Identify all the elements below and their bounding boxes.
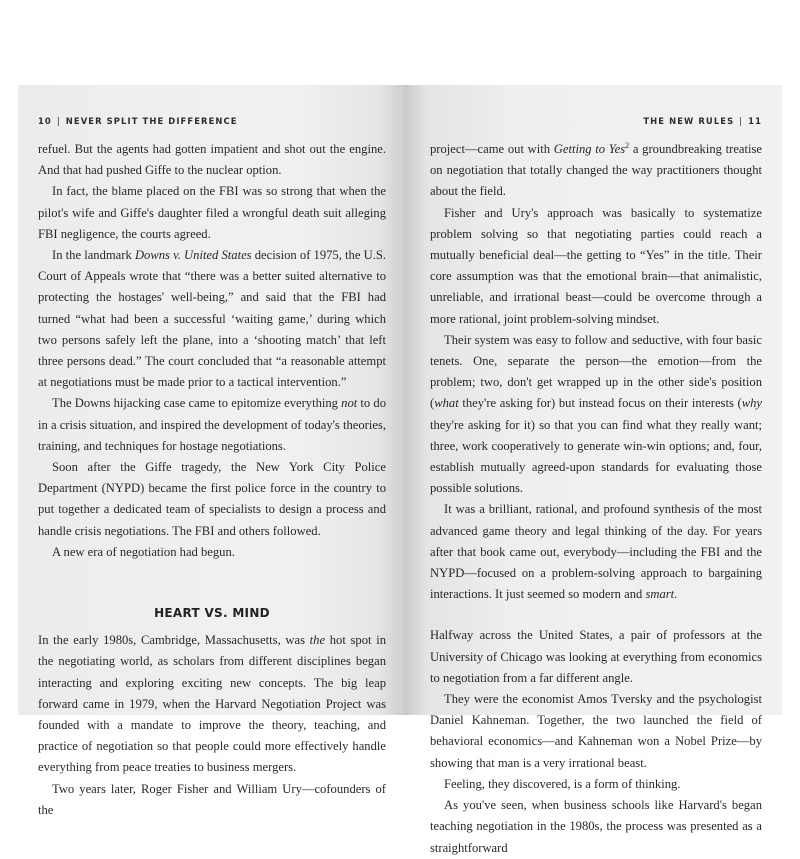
right-paragraph-3	[430, 330, 762, 500]
left-paragraph-4-post: to do in a crisis situation, and inspired the development of today's theories, training, and techniques for hostage negotiations.	[38, 396, 387, 453]
section-paragraph-2: Two years later, Roger Fisher and William Ury—cofounders of the	[38, 781, 386, 817]
left-page-number: 10	[38, 116, 52, 126]
right-paragraph-8: As you've seen, when business schools like Harvard's began teaching negotiation in the 1980s, the process was presented as a straightforward	[430, 798, 762, 855]
left-paragraph-4	[38, 393, 386, 457]
right-paragraph-3-a: Their system was easy to follow and seductive, with four basic tenets. One, separate the person—the emotion—from the problem; two, don't get wrapped up in the other side's position (	[430, 332, 762, 411]
the-italic: the	[309, 633, 326, 648]
not-italic: not	[341, 396, 358, 411]
footnote-marker: 2	[625, 140, 630, 150]
right-paragraph-4-post: .	[674, 587, 678, 602]
left-paragraph-4-pre: The Downs hijacking case came to epitomize everything	[52, 396, 342, 411]
left-paragraph-3	[38, 245, 386, 393]
open-book	[18, 85, 782, 855]
left-paragraph-3-post: decision of 1975, the U.S. Court of Appeals wrote that “there was a better suited alternative to protecting the hostages' well-being,” and said that the FBI had turned “what had been a successful ‘waiting game,’ during which two persons safely left the plane, into a ‘shooting match’ that left three persons dead.” The court concluded that “a reasonable attempt at negotiations must be made prior to a tactical intervention.”	[38, 248, 386, 390]
chapter-title-header: THE NEW RULES	[643, 116, 735, 126]
right-paragraph-1	[430, 139, 762, 203]
right-paragraph-6: They were the economist Amos Tversky and the psychologist Daniel Kahneman. Together, the two launched the field of behavioral economics—and Kahneman won a Nobel Prize—by showing that man is a very irrational beast.	[430, 692, 762, 770]
right-paragraph-5: Halfway across the United States, a pair of professors at the University of Chicago was looking at everything from economics to negotiation from a far different angle.	[430, 628, 762, 685]
section-paragraph-1-post: hot spot in the negotiating world, as scholars from different disciplines began interacting and exploring exciting new concepts. The big leap forward came in 1979, when the Harvard Negotiation Project was founded with a mandate to improve the theory, teaching, and practice of negotiation so that people could more effectively handle everything from peace treaties to business mergers.	[38, 633, 386, 775]
section-paragraph-1-pre: In the early 1980s, Cambridge, Massachusetts, was	[38, 633, 310, 648]
left-paragraph-1: refuel. But the agents had gotten impatient and shot out the engine. And that had pushed Giffe to the nuclear option.	[38, 142, 386, 178]
smart-italic: smart	[645, 587, 675, 602]
left-paragraph-6: A new era of negotiation had begun.	[52, 544, 235, 559]
left-running-head	[38, 115, 386, 135]
right-page	[404, 85, 782, 855]
why-italic: why	[741, 396, 762, 411]
right-paragraph-1-post: a groundbreaking treatise on negotiation that totally changed the way practitioners thought about the field.	[430, 142, 762, 199]
section-heading: HEART VS. MIND	[154, 606, 270, 621]
section-paragraph-1	[38, 630, 386, 778]
book-title-italic: Getting to Yes	[553, 142, 626, 156]
left-paragraph-2: In fact, the blame placed on the FBI was so strong that when the pilot's wife and Giffe's daughter filed a wrongful death suit alleging FBI negligence, the courts agreed.	[38, 184, 386, 241]
right-paragraph-4	[430, 499, 762, 605]
space-break	[430, 605, 762, 625]
right-paragraph-2: Fisher and Ury's approach was basically to systematize problem solving so that negotiating parties could reach a mutually beneficial deal—the getting to “Yes” in the title. Their core assumption was that the emotional brain—that animalistic, unreliable, and irrational beast—could be overcome through a more rational, joint problem-solving mindset.	[430, 205, 762, 326]
book-title-header: NEVER SPLIT THE DIFFERENCE	[65, 116, 238, 126]
right-paragraph-7: Feeling, they discovered, is a form of thinking.	[444, 776, 681, 791]
left-header-separator: |	[56, 116, 61, 126]
left-page	[18, 85, 404, 817]
case-name-italic: Downs v. United States	[134, 248, 252, 263]
left-paragraph-5: Soon after the Giffe tragedy, the New York City Police Department (NYPD) became the first police force in the country to put together a dedicated team of specialists to design a process and handle crisis negotiations. The FBI and others followed.	[38, 460, 386, 538]
right-paragraph-3-b: they're asking for) but instead focus on their interests (	[458, 396, 742, 411]
right-running-head	[430, 115, 762, 135]
right-paragraph-3-c: they're asking for it) so that you can find what they really want; three, work cooperatively to generate win-win options; and, four, establish mutually agreed-upon standards for evaluating those possible solutions.	[430, 417, 762, 496]
what-italic: what	[434, 396, 459, 411]
right-page-number: 11	[748, 116, 762, 126]
right-paragraph-1-pre: project—came out with	[430, 142, 554, 156]
left-paragraph-3-pre: In the landmark	[52, 248, 135, 263]
right-paragraph-4-pre: It was a brilliant, rational, and profound synthesis of the most advanced game theory and legal thinking of the day. For years after that book came out, everybody—including the FBI and the NYPD—focused on a problem-solving approach to bargaining interactions. It just seemed so modern and	[430, 502, 762, 602]
right-header-separator: |	[739, 116, 744, 126]
